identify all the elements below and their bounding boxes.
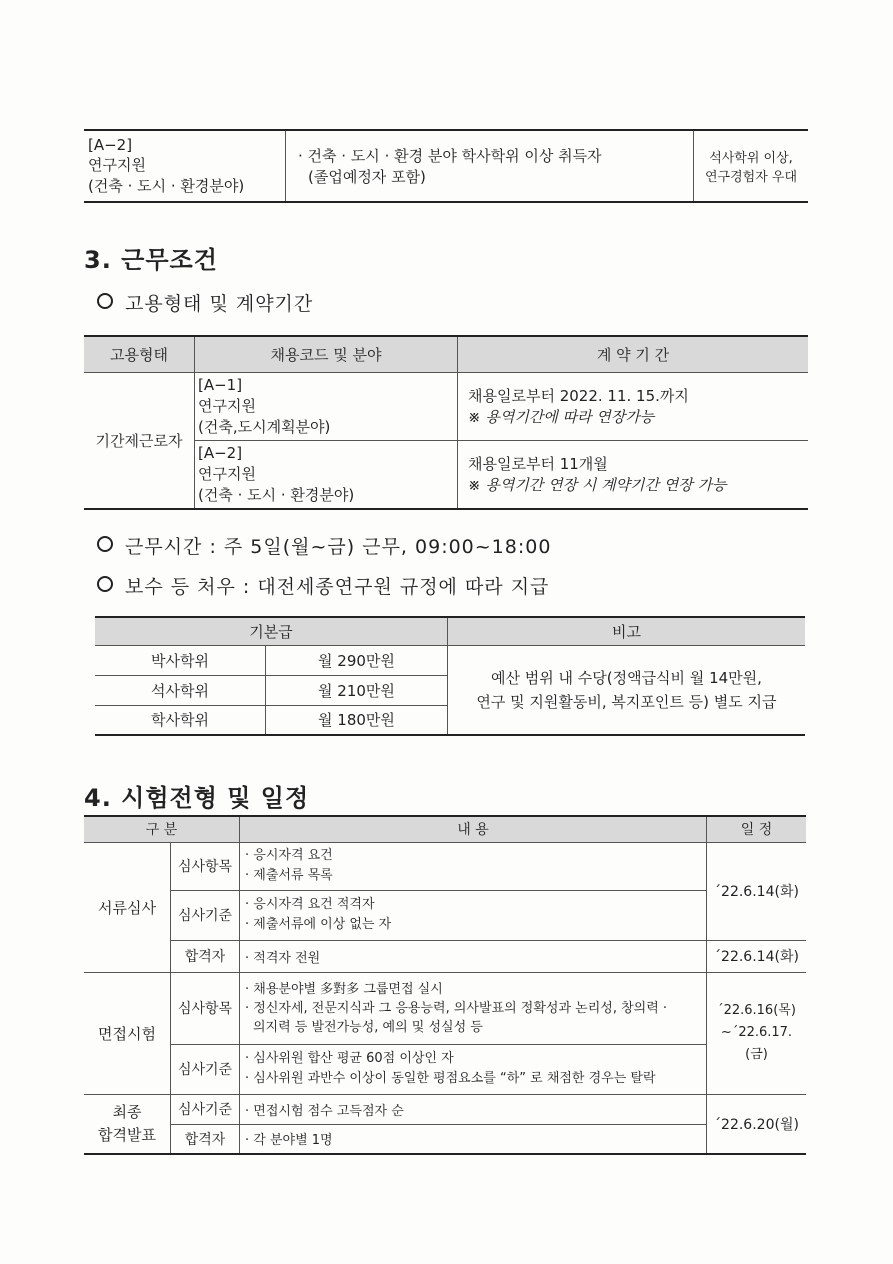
code-cell xyxy=(84,130,286,202)
degree-cell: 박사학위 xyxy=(95,645,266,675)
circle-bullet-icon xyxy=(97,536,113,552)
employment-table xyxy=(84,335,808,510)
header-contract-period: 계 약 기 간 xyxy=(458,336,809,372)
final-criteria-content: · 면접시험 점수 고득점자 순 xyxy=(240,1094,707,1124)
circle-bullet-icon xyxy=(97,293,113,309)
doc-pass-label: 합격자 xyxy=(171,940,240,972)
doc-pass-date: ´22.6.14(화) xyxy=(707,940,807,972)
amount-cell: 월 180만원 xyxy=(266,705,448,735)
period-note: ※ 용역기간에 따라 연장가능 xyxy=(468,408,655,426)
code-line: [A−2] xyxy=(198,443,243,462)
interview-criteria-content xyxy=(240,1044,707,1094)
date-line: ~´22.6.17.(금) xyxy=(720,1025,793,1062)
code-line: (건축 · 도시 · 환경분야) xyxy=(88,177,245,195)
code-line: (건축,도시계획분야) xyxy=(198,417,331,436)
content-line: · 심사위원 과반수 이상이 동일한 평점요소를 “하” 로 채점한 경우는 탈락 xyxy=(245,1071,656,1086)
qualification-table xyxy=(84,129,808,203)
doc-item-label: 심사항목 xyxy=(171,842,240,890)
degree-cell: 학사학위 xyxy=(95,705,266,735)
final-date: ´22.6.20(월) xyxy=(707,1094,807,1154)
code-line: 연구지원 xyxy=(198,396,256,415)
employment-type-cell: 기간제근로자 xyxy=(84,372,195,509)
final-pass-content: · 각 분야별 1명 xyxy=(240,1124,707,1154)
content-line: · 심사위원 합산 평균 60점 이상인 자 xyxy=(245,1051,454,1066)
content-line: 의지력 등 발전가능성, 예의 및 성실성 등 xyxy=(253,1019,483,1035)
period-note: ※ 용역기간 연장 시 계약기간 연장 가능 xyxy=(468,476,727,494)
final-label xyxy=(84,1094,171,1154)
degree-cell: 석사학위 xyxy=(95,675,266,705)
header-category: 구 분 xyxy=(84,816,240,842)
period-cell xyxy=(458,440,809,509)
work-hours-line xyxy=(97,532,551,559)
qualification-cell xyxy=(286,130,694,202)
header-remarks: 비고 xyxy=(447,617,805,645)
code-cell xyxy=(195,372,458,440)
code-line: 연구지원 xyxy=(198,464,256,483)
date-line: ´22.6.16(목) xyxy=(717,1003,796,1018)
header-base-pay: 기본급 xyxy=(95,617,447,645)
pay-text: 보수 등 처우 : 대전세종연구원 규정에 따라 지급 xyxy=(125,576,550,598)
preference-line: 연구경험자 우대 xyxy=(704,170,798,185)
final-label-line: 합격발표 xyxy=(98,1125,156,1144)
interview-label: 면접시험 xyxy=(84,972,171,1094)
code-line: (건축 · 도시 · 환경분야) xyxy=(198,485,355,504)
circle-bullet-icon xyxy=(97,576,113,592)
doc-date: ´22.6.14(화) xyxy=(707,842,807,940)
content-line: · 응시자격 요건 xyxy=(245,848,333,863)
final-pass-label: 합격자 xyxy=(171,1124,240,1154)
schedule-table xyxy=(84,815,806,1155)
interview-item-content xyxy=(240,972,707,1044)
content-line: · 제출서류에 이상 없는 자 xyxy=(245,917,392,932)
code-line: [A−1] xyxy=(198,375,243,394)
code-line: [A−2] xyxy=(88,136,133,154)
content-line: · 정신자세, 전문지식과 그 응용능력, 의사발표의 정확성과 논리성, 창의력 · xyxy=(245,1000,668,1016)
doc-screening-label: 서류심사 xyxy=(84,842,171,972)
pay-table xyxy=(95,616,805,736)
preference-line: 석사학위 이상, xyxy=(709,151,793,166)
content-line: · 응시자격 요건 적격자 xyxy=(245,897,375,912)
employment-subheading-text: 고용형태 및 계약기간 xyxy=(125,293,314,315)
code-line: 연구지원 xyxy=(88,156,146,174)
interview-item-label: 심사항목 xyxy=(171,972,240,1044)
header-code-field: 채용코드 및 분야 xyxy=(195,336,458,372)
final-label-line: 최종 xyxy=(112,1102,142,1121)
employment-subheading xyxy=(97,289,313,316)
interview-criteria-label: 심사기준 xyxy=(171,1044,240,1094)
doc-item-content xyxy=(240,842,707,890)
period-text: 채용일로부터 2022. 11. 15.까지 xyxy=(468,387,689,405)
header-employment-type: 고용형태 xyxy=(84,336,195,372)
code-cell xyxy=(195,440,458,509)
doc-criteria-content xyxy=(240,890,707,940)
period-cell xyxy=(458,372,809,440)
final-criteria-label: 심사기준 xyxy=(171,1094,240,1124)
pay-line xyxy=(97,572,549,599)
header-schedule: 일 정 xyxy=(707,816,807,842)
doc-pass-content: · 적격자 전원 xyxy=(240,940,707,972)
section-3-title: 3. 근무조건 xyxy=(84,246,218,274)
period-text: 채용일로부터 11개월 xyxy=(468,455,608,473)
interview-date xyxy=(707,972,807,1094)
preference-cell xyxy=(694,130,809,202)
doc-criteria-label: 심사기준 xyxy=(171,890,240,940)
qualification-line: (졸업예정자 포함) xyxy=(308,168,426,186)
section-4-title: 4. 시험전형 및 일정 xyxy=(84,784,310,812)
work-hours-text: 근무시간 : 주 5일(월~금) 근무, 09:00~18:00 xyxy=(125,536,552,558)
content-line: · 제출서류 목록 xyxy=(245,868,333,883)
content-line: · 채용분야별 多對多 그룹면접 실시 xyxy=(245,981,443,997)
amount-cell: 월 210만원 xyxy=(266,675,448,705)
header-content: 내 용 xyxy=(240,816,707,842)
pay-note-cell xyxy=(447,645,805,735)
pay-note-line: 연구 및 지원활동비, 복지포인트 등) 별도 지급 xyxy=(476,692,777,711)
amount-cell: 월 290만원 xyxy=(266,645,448,675)
pay-note-line: 예산 범위 내 수당(정액급식비 월 14만원, xyxy=(491,668,762,687)
qualification-line: · 건축 · 도시 · 환경 분야 학사학위 이상 취득자 xyxy=(298,147,602,165)
